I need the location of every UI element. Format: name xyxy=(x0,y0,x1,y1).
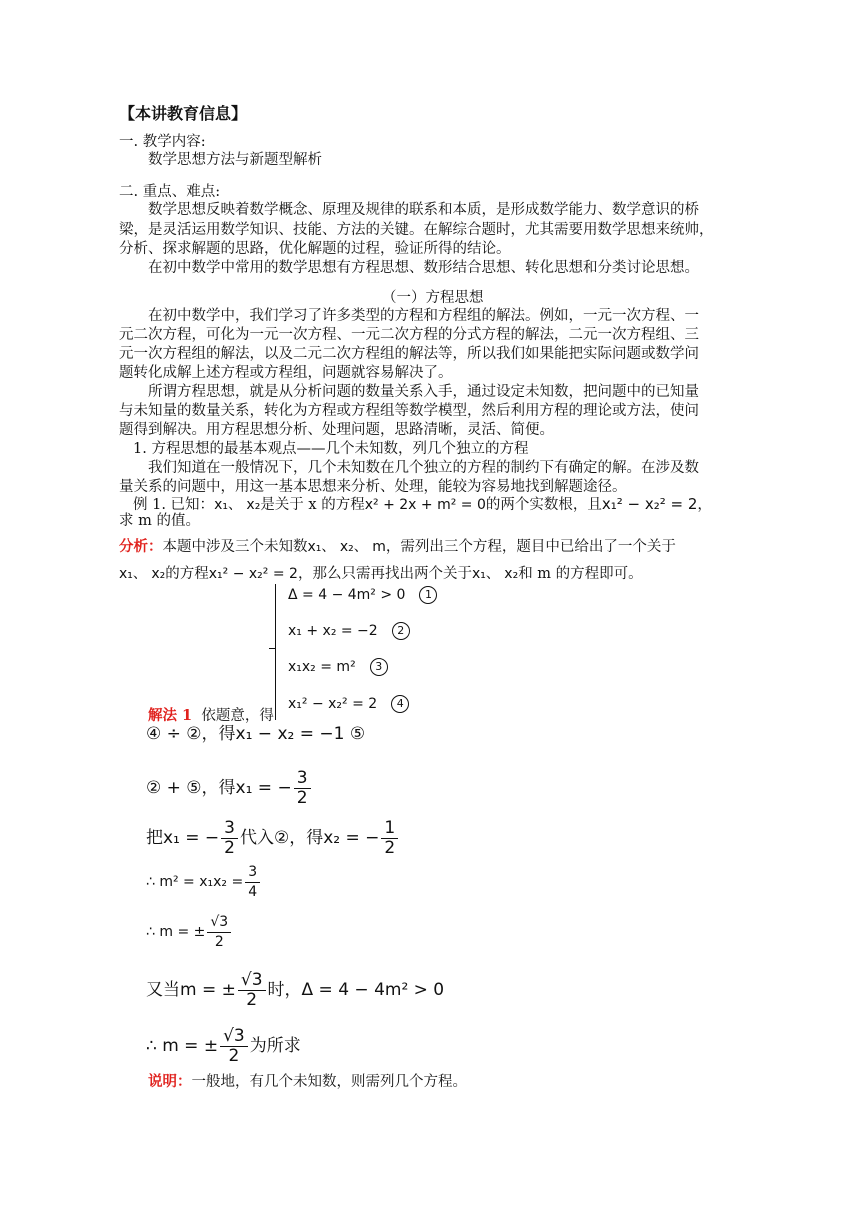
eq-text: x₁x₂ = m² xyxy=(288,659,356,675)
numerator: 1 xyxy=(381,819,398,839)
fraction xyxy=(381,819,398,858)
section-1-content: 数学思想方法与新题型解析 xyxy=(148,152,322,168)
eq-text: x₁ + x₂ = −2 xyxy=(288,623,378,639)
solution-step-7 xyxy=(146,1026,301,1066)
analysis-label: 分析： xyxy=(119,538,163,555)
denominator: 2 xyxy=(228,1045,240,1066)
analysis-text: ，需列出三个方程，题目中已给出了一个关于 xyxy=(385,539,676,555)
eq-number: 4 xyxy=(391,695,409,713)
section-heading: （一）方程思想 xyxy=(382,290,484,306)
analysis-text: 的方程 xyxy=(165,566,209,582)
paragraph-line: 我们知道在一般情况下，几个未知数在几个独立的方程的制约下有确定的解。在涉及数 xyxy=(148,460,699,476)
example-equation: x² + 2x + m² = 0 xyxy=(364,497,486,513)
paragraph-line: 数学思想反映着数学概念、原理及规律的联系和本质，是形成数学能力、数学意识的桥 xyxy=(148,202,699,218)
system-eq-1 xyxy=(288,585,437,605)
step-text: ∴ m² = x₁x₂ = xyxy=(146,874,244,890)
solution-label: 解法 1 xyxy=(148,707,193,724)
numerator: 3 xyxy=(245,863,260,883)
step-text: 又当m = ± xyxy=(146,980,236,1000)
numerator: √3 xyxy=(207,913,231,933)
analysis-vars: x₁、 x₂、 m xyxy=(307,539,386,555)
note-line xyxy=(148,1072,467,1092)
paragraph-line: 量关系的问题中，用这一基本思想来分析、处理，能较为容易地找到解题途径。 xyxy=(119,479,627,495)
eq-number: 1 xyxy=(419,586,437,604)
example-condition: x₁² − x₂² = 2 xyxy=(601,495,698,513)
step-text: 为所求 xyxy=(249,1036,301,1056)
step-text: 代入②，得x₂ = − xyxy=(240,828,380,848)
paragraph-line: 梁，是灵活运用数学知识、技能、方法的关键。在解综合题时，尤其需要用数学思想来统帅， xyxy=(119,222,714,238)
numerator: √3 xyxy=(220,1027,248,1047)
step-text: 把x₁ = − xyxy=(146,828,220,848)
step-text: 时，Δ = 4 − 4m² > 0 xyxy=(267,980,445,1000)
fraction xyxy=(238,971,266,1010)
solution-step-1: ④ ÷ ②，得x₁ − x₂ = −1 ⑤ xyxy=(146,724,366,744)
denominator: 2 xyxy=(224,837,235,858)
numerator: 3 xyxy=(294,769,311,789)
example-line xyxy=(133,494,712,515)
denominator: 2 xyxy=(296,787,308,808)
numerator: √3 xyxy=(238,971,266,991)
paragraph-line: 题得到解决。用方程思想分析、处理问题，思路清晰，灵活、简便。 xyxy=(119,422,554,438)
solution-step-2 xyxy=(146,768,313,808)
system-brace xyxy=(275,584,288,720)
example-question: 求 m 的值。 xyxy=(119,513,200,529)
paragraph-line: 分析、探求解题的思路，优化解题的过程，验证所得的结论。 xyxy=(119,241,511,257)
example-vars: x₁、 x₂ xyxy=(214,497,261,513)
header-title: 【本讲教育信息】 xyxy=(119,104,248,123)
example-mid: 是关于 x 的方程 xyxy=(260,497,365,513)
analysis-equation: x₁² − x₂² = 2 xyxy=(208,566,298,582)
section-1-title: 一. 教学内容: xyxy=(119,134,206,150)
fraction xyxy=(294,769,311,808)
solution-step-3 xyxy=(146,818,400,858)
example-prefix: 例 1. 已知： xyxy=(133,497,215,513)
example-end: ， xyxy=(697,497,712,513)
note-text: 一般地，有几个未知数，则需列几个方程。 xyxy=(191,1074,467,1090)
paragraph-line: 在初中数学中，我们学习了许多类型的方程和方程组的解法。例如，一元一次方程、一 xyxy=(148,308,699,324)
point-heading: 1. 方程思想的最基本观点——几个未知数，列几个独立的方程 xyxy=(133,441,529,457)
analysis-vars: x₁、 x₂ xyxy=(471,566,519,582)
fraction xyxy=(220,1027,248,1066)
analysis-line-2 xyxy=(119,564,643,584)
solution-step-6 xyxy=(146,970,444,1010)
eq-text: Δ = 4 − 4m² > 0 xyxy=(288,587,406,603)
section-2-title: 二. 重点、难点: xyxy=(119,184,221,200)
fraction xyxy=(221,819,238,858)
paragraph-line: 所谓方程思想，就是从分析问题的数量关系入手，通过设定未知数，把问题中的已知量 xyxy=(148,384,699,400)
paragraph-line: 与未知量的数量关系，转化为方程或方程组等数学模型，然后利用方程的理论或方法，使问 xyxy=(119,403,699,419)
analysis-text: ，那么只需再找出两个关于 xyxy=(297,566,472,582)
denominator: 4 xyxy=(248,883,258,900)
denominator: 2 xyxy=(384,837,396,858)
note-label: 说明： xyxy=(148,1073,192,1090)
eq-text: x₁² − x₂² = 2 xyxy=(288,696,378,712)
analysis-text: 和 m 的方程即可。 xyxy=(518,566,643,582)
analysis-vars: x₁、 x₂ xyxy=(119,566,166,582)
step-text: ∴ m = ± xyxy=(146,1036,219,1056)
solution-step-5 xyxy=(146,912,233,952)
analysis-line-1 xyxy=(119,537,676,557)
analysis-text: 本题中涉及三个未知数 xyxy=(162,539,308,555)
denominator: 2 xyxy=(214,933,224,950)
eq-number: 2 xyxy=(392,622,410,640)
fraction xyxy=(207,913,231,952)
solution-step-4 xyxy=(146,862,262,902)
paragraph-line: 在初中数学中常用的数学思想有方程思想、数形结合思想、转化思想和分类讨论思想。 xyxy=(148,260,699,276)
paragraph-line: 元一次方程组的解法，以及二元二次方程组的解法等，所以我们如果能把实际问题或数学问 xyxy=(119,346,699,362)
step-text: ∴ m = ± xyxy=(146,924,206,940)
paragraph-line: 元二次方程，可化为一元一次方程、一元二次方程的分式方程的解法，二元一次方程组、三 xyxy=(119,327,699,343)
solution-text: 依题意，得 xyxy=(201,708,274,724)
fraction xyxy=(245,863,260,902)
system-eq-3 xyxy=(288,657,388,677)
denominator: 2 xyxy=(246,989,258,1010)
step-text: ② + ⑤，得x₁ = − xyxy=(146,778,292,798)
solution-intro xyxy=(148,706,274,726)
example-mid2: 的两个实数根，且 xyxy=(485,497,602,513)
eq-number: 3 xyxy=(370,658,388,676)
numerator: 3 xyxy=(221,819,238,839)
system-eq-4 xyxy=(288,694,409,714)
system-eq-2 xyxy=(288,621,410,641)
paragraph-line: 题转化成解上述方程或方程组，问题就容易解决了。 xyxy=(119,365,453,381)
